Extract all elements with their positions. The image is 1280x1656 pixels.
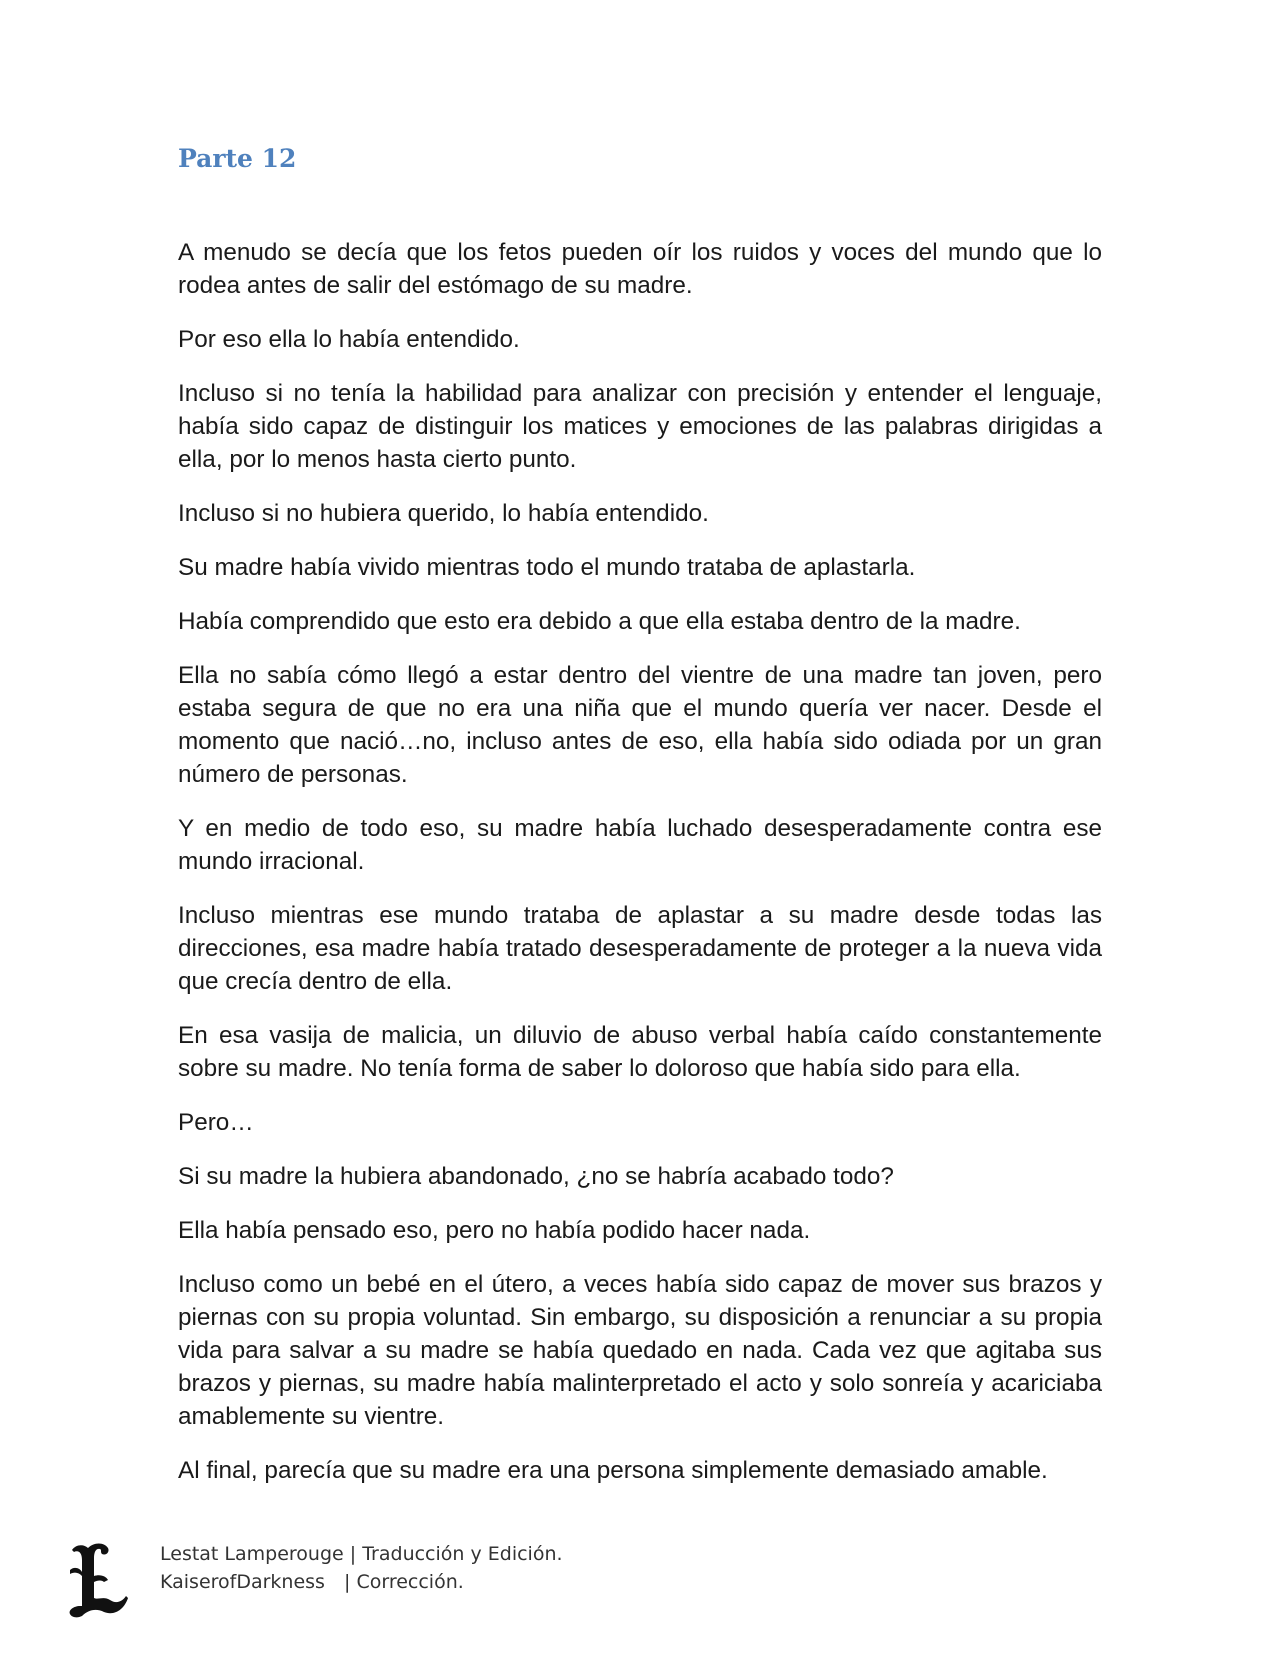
paragraph: Al final, parecía que su madre era una persona simplemente demasiado amable. — [178, 1457, 1048, 1484]
paragraph: Había comprendido que esto era debido a que ella estaba dentro de la madre. — [178, 608, 1021, 635]
gothic-letter-l-logo-icon — [64, 1540, 134, 1620]
paragraph: Incluso si no tenía la habilidad para analizar con precisión y entender el lenguaje, había sido capaz de distinguir los matices y emociones de las palabras dirigidas a ella, por lo menos hasta cierto punto. — [178, 380, 1102, 473]
credit-separator: | — [349, 1543, 357, 1565]
credit-role: Traducción y Edición. — [362, 1543, 563, 1565]
paragraph: Por eso ella lo había entendido. — [178, 326, 520, 353]
paragraph: Y en medio de todo eso, su madre había luchado desesperadamente contra ese mundo irracional. — [178, 815, 1102, 875]
chapter-heading: Parte 12 — [178, 144, 297, 173]
page-footer — [64, 1540, 764, 1620]
credit-separator: | — [344, 1571, 351, 1593]
chapter-body — [178, 236, 1102, 1508]
credit-name: Lestat Lamperouge — [160, 1543, 344, 1565]
paragraph: Ella no sabía cómo llegó a estar dentro del vientre de una madre tan joven, pero estaba segura de que no era una niña que el mundo quería ver nacer. Desde el momento que nació…no, incluso antes de eso, ella había sido odiada por un gran número de personas. — [178, 662, 1102, 788]
paragraph: Su madre había vivido mientras todo el mundo trataba de aplastarla. — [178, 554, 916, 581]
credit-translation — [160, 1540, 563, 1568]
paragraph: Si su madre la hubiera abandonado, ¿no se habría acabado todo? — [178, 1163, 894, 1190]
credit-role: Corrección. — [356, 1571, 464, 1593]
paragraph: Pero… — [178, 1109, 254, 1136]
credit-correction — [160, 1568, 563, 1596]
paragraph: Incluso como un bebé en el útero, a veces había sido capaz de mover sus brazos y piernas con su propia voluntad. Sin embargo, su disposición a renunciar a su propia vida para salvar a su madre se había quedado en nada. Cada vez que agitaba sus brazos y piernas, su madre había malinterpretado el acto y solo sonreía y acariciaba amablemente su vientre. — [178, 1271, 1102, 1430]
paragraph: En esa vasija de malicia, un diluvio de abuso verbal había caído constantemente sobre su madre. No tenía forma de saber lo doloroso que había sido para ella. — [178, 1022, 1102, 1082]
credit-name: KaiserofDarkness — [160, 1571, 325, 1593]
paragraph: Ella había pensado eso, pero no había podido hacer nada. — [178, 1217, 811, 1244]
paragraph: A menudo se decía que los fetos pueden oír los ruidos y voces del mundo que lo rodea antes de salir del estómago de su madre. — [178, 239, 1102, 299]
paragraph: Incluso mientras ese mundo trataba de aplastar a su madre desde todas las direcciones, esa madre había tratado desesperadamente de proteger a la nueva vida que crecía dentro de ella. — [178, 902, 1102, 995]
paragraph: Incluso si no hubiera querido, lo había entendido. — [178, 500, 709, 527]
credits — [160, 1540, 563, 1596]
